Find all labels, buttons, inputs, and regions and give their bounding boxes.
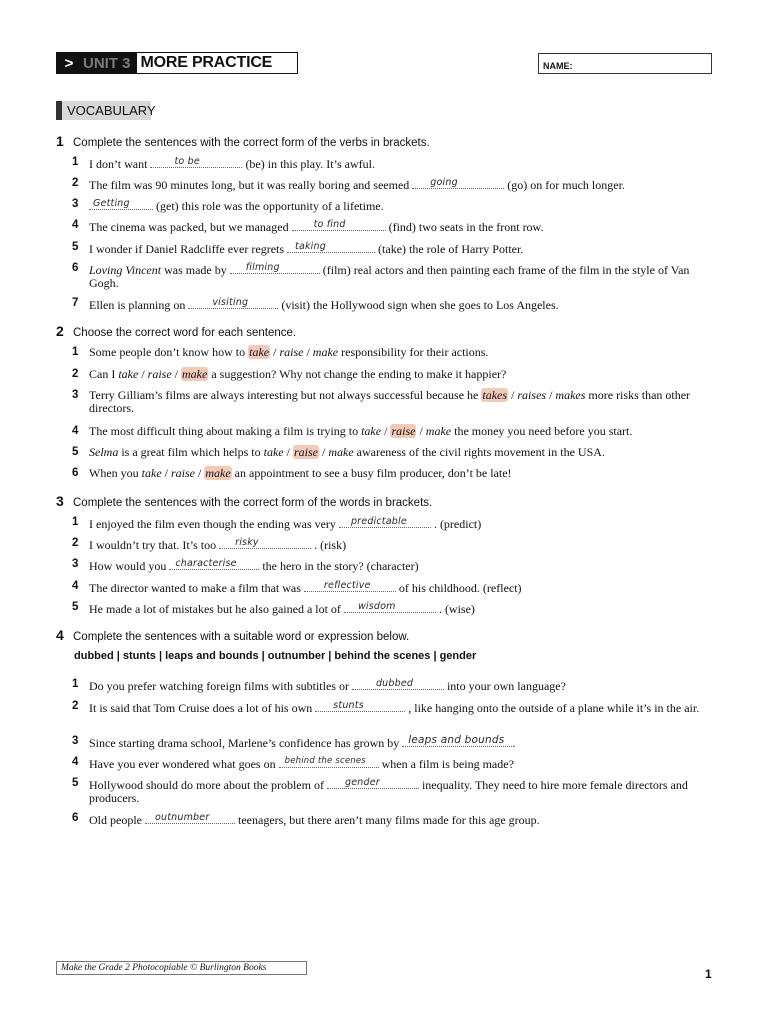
film-title: Selma	[89, 445, 119, 459]
item-text: (film) real actors and then painting each frame of the film in the style of Van Gogh.	[89, 263, 690, 290]
item-number: 5	[72, 446, 79, 458]
option-take[interactable]: take	[118, 367, 139, 381]
item-number: 6	[72, 467, 79, 479]
answer-blank[interactable]	[287, 241, 375, 253]
item-text: I wouldn’t try that. It’s too	[89, 538, 220, 552]
unit-header	[56, 52, 298, 74]
answer-blank[interactable]	[304, 580, 396, 592]
option-takes[interactable]: takes	[482, 388, 508, 402]
item-number: 5	[72, 601, 79, 613]
answer-blank[interactable]	[279, 756, 379, 768]
item-number: 2	[72, 700, 79, 712]
item-text: I wonder if Daniel Radcliffe ever regrets	[89, 242, 288, 256]
item-text: When you	[89, 466, 142, 480]
option-make[interactable]: make	[205, 466, 231, 480]
option-separator: /	[195, 466, 205, 480]
option-make[interactable]: make	[328, 445, 354, 459]
item-text: the hero in the story? (character)	[259, 559, 419, 573]
item-text: is a great film which helps to	[118, 445, 264, 459]
item-number: 4	[72, 425, 79, 437]
item-number: 6	[72, 262, 79, 274]
option-makes[interactable]: makes	[555, 388, 586, 402]
option-separator: /	[270, 345, 280, 359]
item-number: 2	[72, 368, 79, 380]
name-field[interactable]	[538, 53, 712, 74]
item-text: The film was 90 minutes long, but it was really boring and seemed	[89, 178, 413, 192]
answer-blank[interactable]	[327, 777, 419, 789]
unit-label: UNIT 3	[81, 53, 137, 73]
option-take[interactable]: take	[141, 466, 162, 480]
item-text: more risks than other directors.	[89, 388, 691, 415]
handwritten-answer: Getting	[93, 198, 130, 209]
exercise-number: 1	[56, 133, 64, 149]
answer-blank[interactable]	[412, 177, 504, 189]
item-number: 5	[72, 777, 79, 789]
item-text: (get) this role was the opportunity of a lifetime.	[153, 199, 384, 213]
film-title: Loving Vincent	[89, 263, 162, 277]
item-number: 3	[72, 389, 79, 401]
item-text: It is said that Tom Cruise does a lot of his own	[89, 701, 316, 715]
option-separator: /	[508, 388, 518, 402]
answer-blank[interactable]	[219, 537, 311, 549]
item-text: Do you prefer watching foreign films with subtitles or	[89, 679, 352, 693]
choice-sentence	[89, 425, 709, 438]
item-number: 1	[72, 678, 79, 690]
item-text: . (wise)	[435, 602, 475, 616]
option-make[interactable]: make	[312, 345, 339, 359]
option-separator: /	[318, 445, 329, 459]
item-text: . (risk)	[311, 538, 347, 552]
answer-blank[interactable]	[230, 262, 320, 274]
answer-blank[interactable]	[89, 198, 153, 210]
answer-blank[interactable]	[150, 156, 242, 168]
item-text: was made by	[161, 263, 230, 277]
option-separator: /	[283, 445, 293, 459]
handwritten-answer: to be	[174, 156, 200, 167]
item-number: 4	[72, 219, 79, 231]
item-text: . (predict)	[430, 517, 482, 531]
item-text: Can I	[89, 367, 119, 381]
answer-blank[interactable]	[402, 735, 512, 747]
choice-sentence	[89, 446, 709, 459]
handwritten-answer: taking	[295, 241, 326, 252]
item-text: The director wanted to make a film that was	[89, 581, 304, 595]
item-text: How would you	[89, 559, 170, 573]
handwritten-answer: wisdom	[357, 601, 396, 612]
exercise-instruction: Complete the sentences with a suitable word or expression below.	[73, 631, 410, 643]
option-raise[interactable]: raise	[279, 345, 304, 359]
item-text: The cinema was packed, but we managed	[89, 220, 292, 234]
item-text: Have you ever wondered what goes on	[89, 757, 279, 771]
footer-credit: Make the Grade 2 Photocopiable © Burlington Books	[56, 961, 307, 975]
exercise-number: 4	[56, 627, 64, 643]
item-text: (visit) the Hollywood sign when she goes to Los Angeles.	[278, 298, 559, 312]
item-text: when a film is being made?	[378, 757, 514, 771]
option-take[interactable]: take	[249, 345, 270, 359]
item-text: He made a lot of mistakes but he also gained a lot of	[89, 602, 344, 616]
item-text: of his childhood. (reflect)	[395, 581, 522, 595]
item-text: .	[512, 736, 516, 750]
item-number: 3	[72, 735, 79, 747]
answer-blank[interactable]	[315, 700, 405, 712]
handwritten-answer: reflective	[323, 580, 371, 591]
handwritten-answer: behind the scenes	[284, 756, 366, 766]
option-separator: /	[546, 388, 556, 402]
handwritten-answer: stunts	[333, 700, 364, 711]
item-text: The most difficult thing about making a film is trying to	[89, 424, 362, 438]
name-label: NAME:	[543, 61, 573, 71]
item-text: an appointment to see a busy film producer, don’t be late!	[231, 466, 512, 480]
item-text: I enjoyed the film even though the ending was very	[89, 517, 339, 531]
handwritten-answer: dubbed	[375, 678, 414, 689]
item-number: 1	[72, 516, 79, 528]
item-text: responsibility for their actions.	[338, 345, 489, 359]
item-text: awareness of the civil rights movement in the USA.	[353, 445, 605, 459]
choice-sentence	[89, 368, 709, 381]
item-text: inequality. They need to hire more female directors and producers.	[89, 778, 688, 805]
exercise-instruction: Complete the sentences with the correct form of the words in brackets.	[73, 497, 433, 509]
option-make[interactable]: make	[182, 367, 208, 381]
exercise-instruction: Complete the sentences with the correct form of the verbs in brackets.	[73, 137, 430, 149]
option-raise[interactable]: raise	[147, 367, 172, 381]
item-text: the money you need before you start.	[451, 424, 633, 438]
item-number: 6	[72, 812, 79, 824]
item-number: 2	[72, 177, 79, 189]
word-box: dubbed | stunts | leaps and bounds | outnumber | behind the scenes | gender	[74, 650, 477, 662]
item-text: Hollywood should do more about the problem of	[89, 778, 327, 792]
item-text: (take) the role of Harry Potter.	[375, 242, 524, 256]
exercise-4-heading	[56, 627, 409, 643]
choice-sentence	[89, 346, 709, 359]
handwritten-answer: characterise	[175, 558, 237, 569]
item-text: I don’t want	[89, 157, 151, 171]
exercise-number: 3	[56, 493, 64, 509]
item-number: 1	[72, 156, 79, 168]
item-text: Some people don’t know how to	[89, 345, 249, 359]
option-raises[interactable]: raises	[517, 388, 547, 402]
item-number: 4	[72, 580, 79, 592]
choice-sentence	[89, 467, 709, 480]
handwritten-answer: visiting	[212, 297, 249, 308]
item-text: (go) on for much longer.	[504, 178, 625, 192]
item-text: a suggestion? Why not change the ending to make it happier?	[208, 367, 507, 381]
option-separator: /	[171, 367, 182, 381]
item-number: 2	[72, 537, 79, 549]
item-text: into your own language?	[443, 679, 566, 693]
option-raise[interactable]: raise	[293, 445, 318, 459]
exercise-instruction: Choose the correct word for each sentence.	[73, 327, 297, 339]
choice-sentence	[89, 389, 709, 415]
item-number: 3	[72, 558, 79, 570]
arrow-icon: >	[57, 53, 81, 73]
option-raise[interactable]: raise	[171, 466, 195, 480]
item-text: Since starting drama school, Marlene’s confidence has grown by	[89, 736, 403, 750]
handwritten-answer: risky	[235, 537, 259, 548]
item-number: 7	[72, 297, 79, 309]
answer-blank[interactable]	[169, 558, 259, 570]
section-label: VOCABULARY	[56, 101, 151, 120]
option-separator: /	[303, 345, 313, 359]
option-separator: /	[381, 424, 391, 438]
item-text: Terry Gilliam’s films are always interesting but not always successful because he	[89, 388, 482, 402]
handwritten-answer: to find	[313, 219, 346, 230]
exercise-2-heading	[56, 323, 296, 339]
option-separator: /	[161, 466, 171, 480]
option-separator: /	[138, 367, 148, 381]
handwritten-answer: filming	[245, 262, 280, 273]
option-separator: /	[416, 424, 426, 438]
option-take[interactable]: take	[361, 424, 382, 438]
item-text: Ellen is planning on	[89, 298, 189, 312]
item-number: 5	[72, 241, 79, 253]
item-text: (find) two seats in the front row.	[385, 220, 544, 234]
handwritten-answer: outnumber	[155, 812, 210, 823]
item-text: (be) in this play. It’s awful.	[242, 157, 375, 171]
handwritten-answer: gender	[344, 777, 380, 788]
handwritten-answer: going	[430, 177, 458, 188]
item-number: 3	[72, 198, 79, 210]
answer-blank[interactable]	[339, 516, 431, 528]
exercise-3-heading	[56, 493, 432, 509]
item-number: 4	[72, 756, 79, 768]
item-number: 1	[72, 346, 79, 358]
answer-blank[interactable]	[292, 219, 386, 231]
item-text: Old people	[89, 813, 145, 827]
page-number: 1	[705, 967, 712, 981]
exercise-number: 2	[56, 323, 64, 339]
item-text: , like hanging onto the outside of a plane while it’s in the air.	[405, 701, 700, 715]
page-title: MORE PRACTICE	[140, 54, 273, 71]
answer-blank[interactable]	[145, 812, 235, 824]
answer-blank[interactable]	[352, 678, 444, 690]
option-make[interactable]: make	[425, 424, 452, 438]
answer-blank[interactable]	[188, 297, 278, 309]
handwritten-answer: leaps and bounds	[408, 734, 505, 746]
option-raise[interactable]: raise	[391, 424, 416, 438]
handwritten-answer: predictable	[350, 516, 407, 527]
answer-blank[interactable]	[344, 601, 436, 613]
item-text: teenagers, but there aren’t many films made for this age group.	[235, 813, 540, 827]
option-take[interactable]: take	[263, 445, 284, 459]
exercise-1-heading	[56, 133, 430, 149]
